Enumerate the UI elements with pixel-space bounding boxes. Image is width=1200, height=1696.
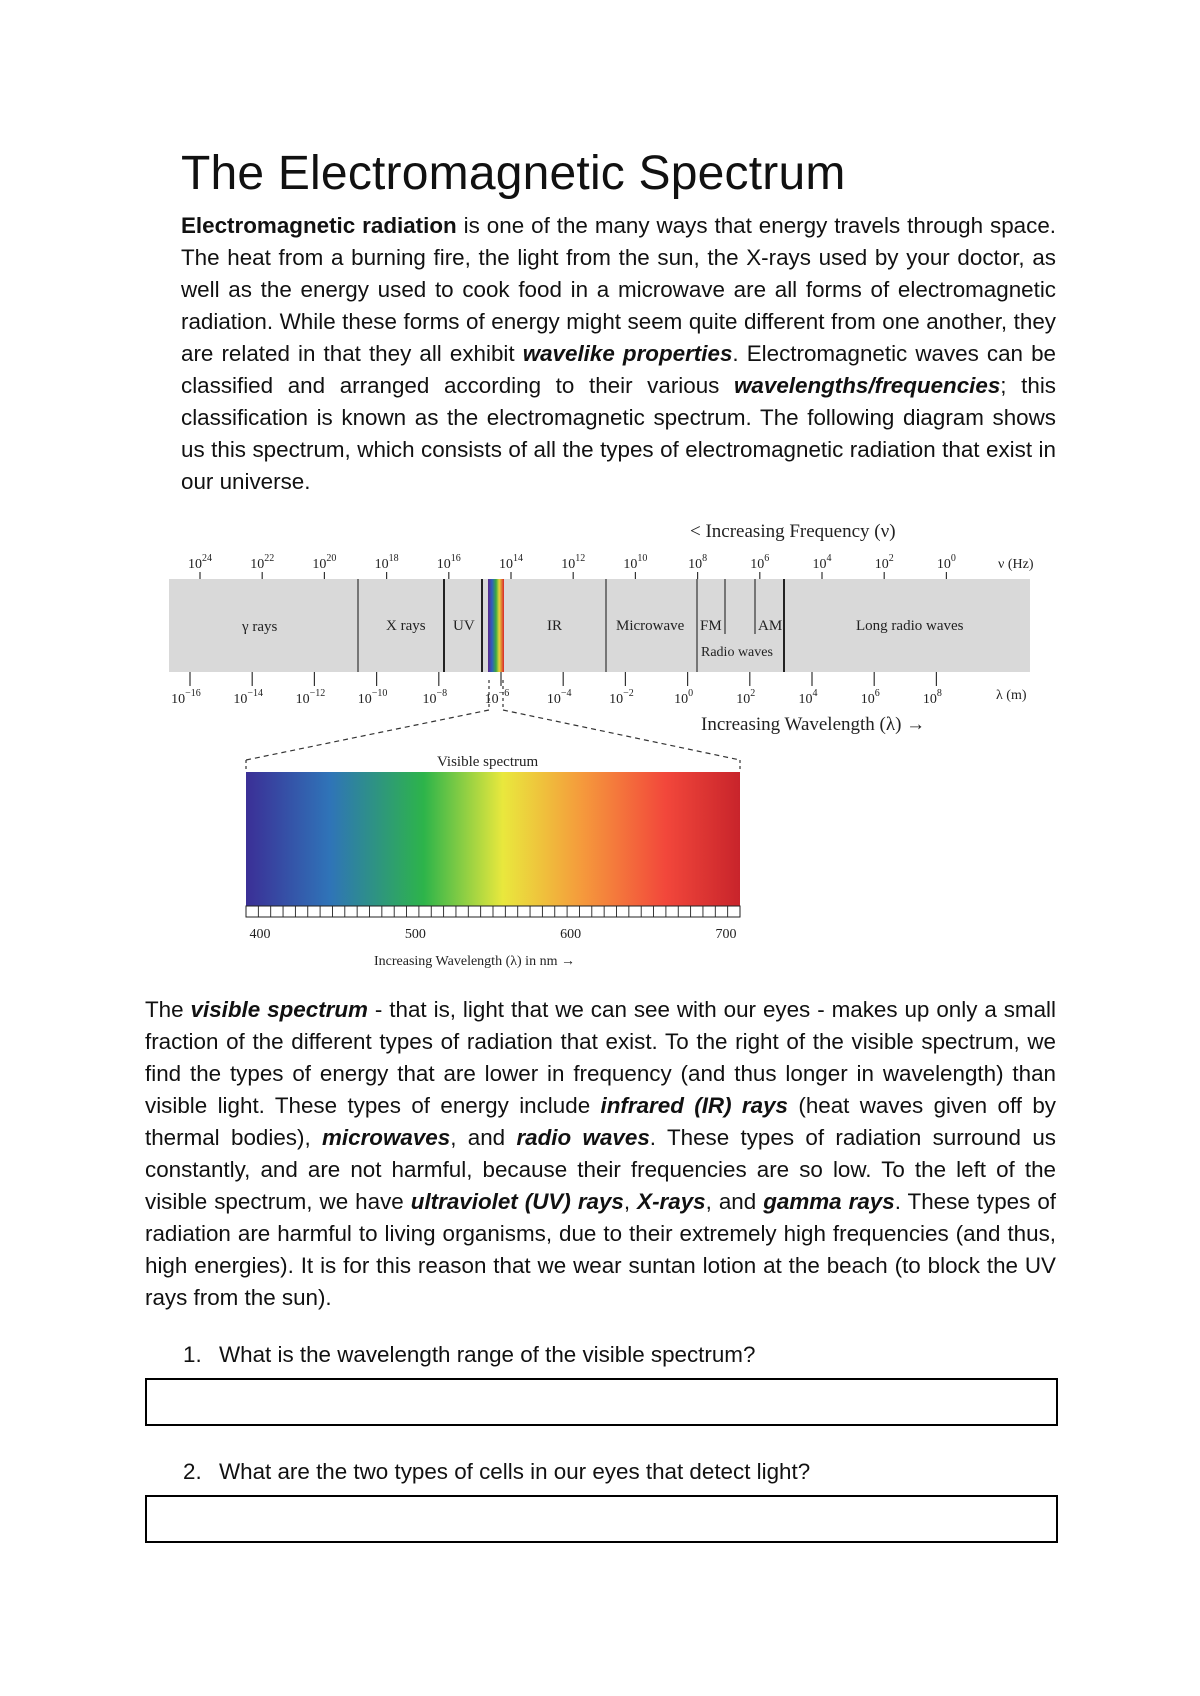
frequency-tick-label: $10^{22}$ [250,553,275,572]
term-infrared: infrared (IR) rays [600,1093,788,1118]
frequency-axis-title: < Increasing Frequency (ν) [690,521,896,542]
body-text-1: The [145,997,191,1022]
frequency-tick-label: $10^{20}$ [312,553,337,572]
wavelength-tick-label: $10^{-6}$ [484,688,510,707]
wavelength-tick-label: $10^2$ [736,688,756,707]
frequency-tick-label: $10^{12}$ [561,553,586,572]
body-text-5: . These types of radiation surround us constantly, and are not harmful, because their frequencies are so low. To the left of the visible spectrum, we have [145,1125,1056,1214]
term-wavelike-properties: wavelike properties [522,341,733,366]
frequency-tick-label: $10^{16}$ [436,553,461,572]
wavelength-tick-label: $10^{-10}$ [357,688,388,707]
term-wavelengths-frequencies: wavelengths/frequencies [734,373,1001,398]
visible-axis-title: Increasing Wavelength (λ) in nm → [374,954,575,969]
band-gamma-label: γ rays [242,619,278,635]
question-number: 2. [183,1459,202,1484]
wavelength-axis-title: Increasing Wavelength (λ) → [701,714,926,735]
term-visible-spectrum: visible spectrum [190,997,368,1022]
band-fm-label: FM [700,618,722,634]
frequency-tick-label: $10^2$ [874,553,894,572]
question-1 [183,1342,755,1368]
visible-strip [488,579,504,672]
intro-text-3: ; this classification is known as the electromagnetic spectrum. The following diagram shows us this spectrum, which consists of all the types of electromagnetic radiation that exist in our universe. [181,373,1056,494]
wavelength-tick-label: $10^{-2}$ [609,688,634,707]
wavelength-tick-label: $10^4$ [798,688,818,707]
answer-box-2[interactable] [145,1495,1058,1543]
term-ultraviolet: ultraviolet (UV) rays [410,1189,624,1214]
question-number: 1. [183,1342,202,1367]
frequency-tick-label: $10^{10}$ [623,553,648,572]
wavelength-ticks [171,672,942,707]
body-text-4: , and [450,1125,517,1150]
wavelength-tick-label: $10^0$ [674,688,694,707]
term-radio-waves: radio waves [516,1125,650,1150]
wavelength-tick-label: $10^{-4}$ [546,688,572,707]
band-radio-label: Radio waves [701,645,773,660]
zoom-guide-left [246,710,489,760]
body-text-3: (heat waves given off by thermal bodies), [145,1093,1056,1150]
body-text-6: , [623,1189,638,1214]
frequency-ticks [188,553,956,579]
question-text: What is the wavelength range of the visible spectrum? [219,1342,756,1367]
term-xrays: X-rays [637,1189,706,1214]
band-am-label: AM [758,618,783,634]
wavelength-tick-label: $10^{-16}$ [171,688,201,707]
frequency-unit-label: ν (Hz) [998,557,1034,572]
visible-scale-minor-ticks [246,906,740,917]
intro-text-2: . Electromagnetic waves can be classified and arranged according to their various [181,341,1057,398]
wavelength-tick-label: $10^{-8}$ [422,688,448,707]
wavelength-tick-label: $10^6$ [860,688,880,707]
visible-tick-label: 600 [560,927,582,942]
visible-tick-label: 500 [404,927,426,942]
frequency-tick-label: $10^{24}$ [188,553,212,572]
band-microwave-label: Microwave [616,618,685,634]
wavelength-tick-label: $10^{-14}$ [233,688,264,707]
visible-tick-label: 400 [249,927,271,942]
body-text-8: . These types of radiation are harmful to living organisms, due to their extremely high frequencies (and thus, high energies). It is for this reason that we wear suntan lotion at the beach (to block the UV rays from the sun). [145,1189,1057,1310]
band-xray-label: X rays [386,618,426,634]
band-ir-label: IR [547,618,562,634]
body-text-2: - that is, light that we can see with our eyes - makes up only a small fraction of the different types of radiation that exist. To the right of the visible spectrum, we find the types of energy that are lower in frequency (and thus longer in wavelength) than visible light. These types of energy include [145,997,1056,1118]
intro-paragraph [181,210,1056,498]
question-text: What are the two types of cells in our eyes that detect light? [219,1459,811,1484]
frequency-tick-label: $10^4$ [812,553,832,572]
visible-tick-label: 700 [715,927,737,942]
body-paragraph [145,994,1056,1314]
visible-spectrum-gradient [246,772,740,906]
em-spectrum-diagram [150,508,1050,978]
frequency-tick-label: $10^{18}$ [374,553,399,572]
question-2 [183,1459,810,1485]
visible-spectrum-title: Visible spectrum [437,754,539,770]
visible-tick-labels [250,927,737,942]
frequency-tick-label: $10^{14}$ [499,553,523,572]
band-uv-label: UV [453,618,475,634]
frequency-tick-label: $10^0$ [936,553,956,572]
frequency-tick-label: $10^6$ [750,553,770,572]
intro-text-1: is one of the many ways that energy travels through space. The heat from a burning fire, the light from the sun, the X-rays used by your doctor, as well as the energy used to cook food in a microwave are all forms of electromagnetic radiation. While these forms of energy might seem quite different from one another, they are related in that they all exhibit [181,213,1056,366]
wavelength-unit-label: λ (m) [996,688,1027,703]
term-microwaves: microwaves [322,1125,451,1150]
page-title: The Electromagnetic Spectrum [181,147,846,200]
wavelength-tick-label: $10^{-12}$ [295,688,326,707]
answer-box-1[interactable] [145,1378,1058,1426]
body-text-7: , and [705,1189,764,1214]
frequency-tick-label: $10^8$ [688,553,708,572]
term-gamma-rays: gamma rays [763,1189,895,1214]
band-long-radio-label: Long radio waves [856,618,964,634]
wavelength-tick-label: $10^8$ [922,688,942,707]
term-electromagnetic-radiation: Electromagnetic radiation [181,213,457,238]
